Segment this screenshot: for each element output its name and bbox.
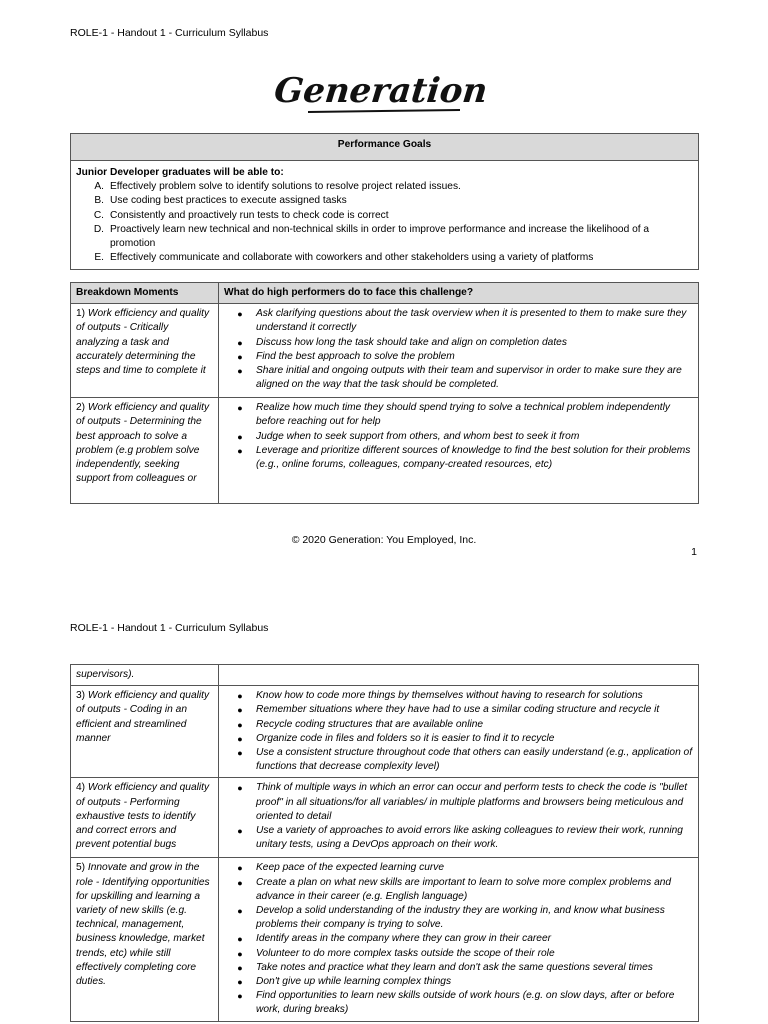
behaviors-cell xyxy=(219,686,699,778)
table-row xyxy=(71,398,699,504)
list-item: ● Take notes and practice what they learn and don't ask the same questions several times xyxy=(237,961,653,973)
list-item: ● Use a variety of approaches to avoid errors like asking colleagues to review their work, running unitary tests, using a DevOps approach on their work. xyxy=(237,825,683,851)
list-item: ● Find opportunities to learn new skills outside of work hours (e.g. on slow days, after or before work, during breaks) xyxy=(237,990,675,1016)
performance-goals-table xyxy=(70,133,699,270)
behaviors-cell xyxy=(219,858,699,1021)
list-item: ● Don't give up while learning complex things xyxy=(237,976,452,988)
list-item: ● Share initial and ongoing outputs with their team and supervisor in order to make sure they are aligned on the way that the task should be completed. xyxy=(237,365,682,391)
list-item: ● Volunteer to do more complex tasks outside the scope of their role xyxy=(237,947,555,959)
list-item: ● Find the best approach to solve the problem xyxy=(237,350,455,362)
list-item: ● Realize how much time they should spend trying to solve a technical problem independently before reaching out for help xyxy=(237,402,670,428)
goals-title: Performance Goals xyxy=(71,134,699,161)
behaviors-cell xyxy=(219,778,699,858)
behaviors-cell xyxy=(219,665,699,686)
table-row xyxy=(71,858,699,1021)
moment-cell: 4) Work efficiency and quality of outputs - Performing exhaustive tests to identify and correct errors and prevent potential bugs xyxy=(71,778,219,858)
copyright-footer: © 2020 Generation: You Employed, Inc. xyxy=(291,534,477,546)
moment-cell: 5) Innovate and grow in the role - Identifying opportunities for upskilling and learning a variety of new skills (e.g. technical, management, business knowledge, market trends, etc) while still effectively completing core duties. xyxy=(71,858,219,1021)
list-item: ● Think of multiple ways in which an error can occur and perform tests to check the code is "bullet proof" in all situations/for all variables/ in multiple platforms and browsers being meticulous and oriented to detail xyxy=(237,782,688,822)
goal-item: E. Effectively communicate and collaborate with coworkers and other stakeholders using a variety of platforms xyxy=(94,252,594,264)
behaviors-cell xyxy=(219,304,699,398)
list-item: ● Identify areas in the company where they can grow in their career xyxy=(237,933,552,945)
moment-cell: 1) Work efficiency and quality of outputs - Critically analyzing a task and accurately determining the steps and time to complete it xyxy=(71,304,219,398)
breakdown-table-page2 xyxy=(70,664,699,1022)
goals-body xyxy=(71,161,699,270)
list-item: ● Leverage and prioritize different sources of knowledge to find the best solution for their problems (e.g., online forums, colleagues, company-created resources, etc) xyxy=(237,444,691,471)
behaviors-cell xyxy=(219,398,699,504)
goal-item: B. Use coding best practices to execute assigned tasks xyxy=(94,195,347,207)
table-row xyxy=(71,304,699,398)
moment-cell: 2) Work efficiency and quality of outputs - Determining the best approach to solve a problem (e.g problem solve independently, seeking support from colleagues or xyxy=(71,398,219,504)
table-row xyxy=(71,778,699,858)
list-item: ● Discuss how long the task should take and align on completion dates xyxy=(237,336,567,348)
table-row xyxy=(71,686,699,778)
moment-cell: supervisors). xyxy=(71,665,219,686)
logo-wordmark: Generation xyxy=(272,71,490,111)
high-performers-header: What do high performers do to face this challenge? xyxy=(219,283,699,304)
page-number: 1 xyxy=(691,546,697,558)
moment-cell: 3) Work efficiency and quality of outputs - Coding in an efficient and streamlined manner xyxy=(71,686,219,778)
breakdown-table-page1 xyxy=(70,282,699,504)
goal-item: D. Proactively learn new technical and non-technical skills in order to improve performance and increase the likelihood of a promotion xyxy=(93,223,650,250)
goal-item: A. Effectively problem solve to identify solutions to resolve project related issues. xyxy=(94,181,461,193)
generation-logo xyxy=(272,70,490,120)
breakdown-moments-header: Breakdown Moments xyxy=(71,283,219,304)
table-row xyxy=(71,665,699,686)
list-item: ● Judge when to seek support from others, and whom best to seek it from xyxy=(237,430,580,442)
page-header: ROLE-1 - Handout 1 - Curriculum Syllabus xyxy=(70,27,269,39)
page-header: ROLE-1 - Handout 1 - Curriculum Syllabus xyxy=(70,622,269,634)
list-item: ● Develop a solid understanding of the industry they are working in, and know what business problems their company is trying to solve. xyxy=(237,905,665,931)
list-item: ● Use a consistent structure throughout code that others can easily understand (e.g., application of functions that decrease complexity level) xyxy=(237,747,693,773)
list-item: ● Organize code in files and folders so it is easier to find it to recycle xyxy=(237,732,555,744)
list-item: ● Know how to code more things by themselves without having to research for solutions xyxy=(237,690,643,702)
goals-intro: Junior Developer graduates will be able to: xyxy=(76,167,284,178)
goals-list xyxy=(76,180,693,265)
list-item: ● Keep pace of the expected learning curve xyxy=(237,862,445,874)
list-item: ● Remember situations where they have had to use a similar coding structure and recycle it xyxy=(237,704,660,716)
list-item: ● Create a plan on what new skills are important to learn to solve more complex problems and advance in their career (e.g. English language) xyxy=(237,876,672,902)
list-item: ● Ask clarifying questions about the task overview when it is presented to them to make sure they understand it correctly xyxy=(237,308,687,334)
goal-item: C. Consistently and proactively run tests to check code is correct xyxy=(93,209,389,221)
list-item: ● Recycle coding structures that are available online xyxy=(237,718,484,730)
